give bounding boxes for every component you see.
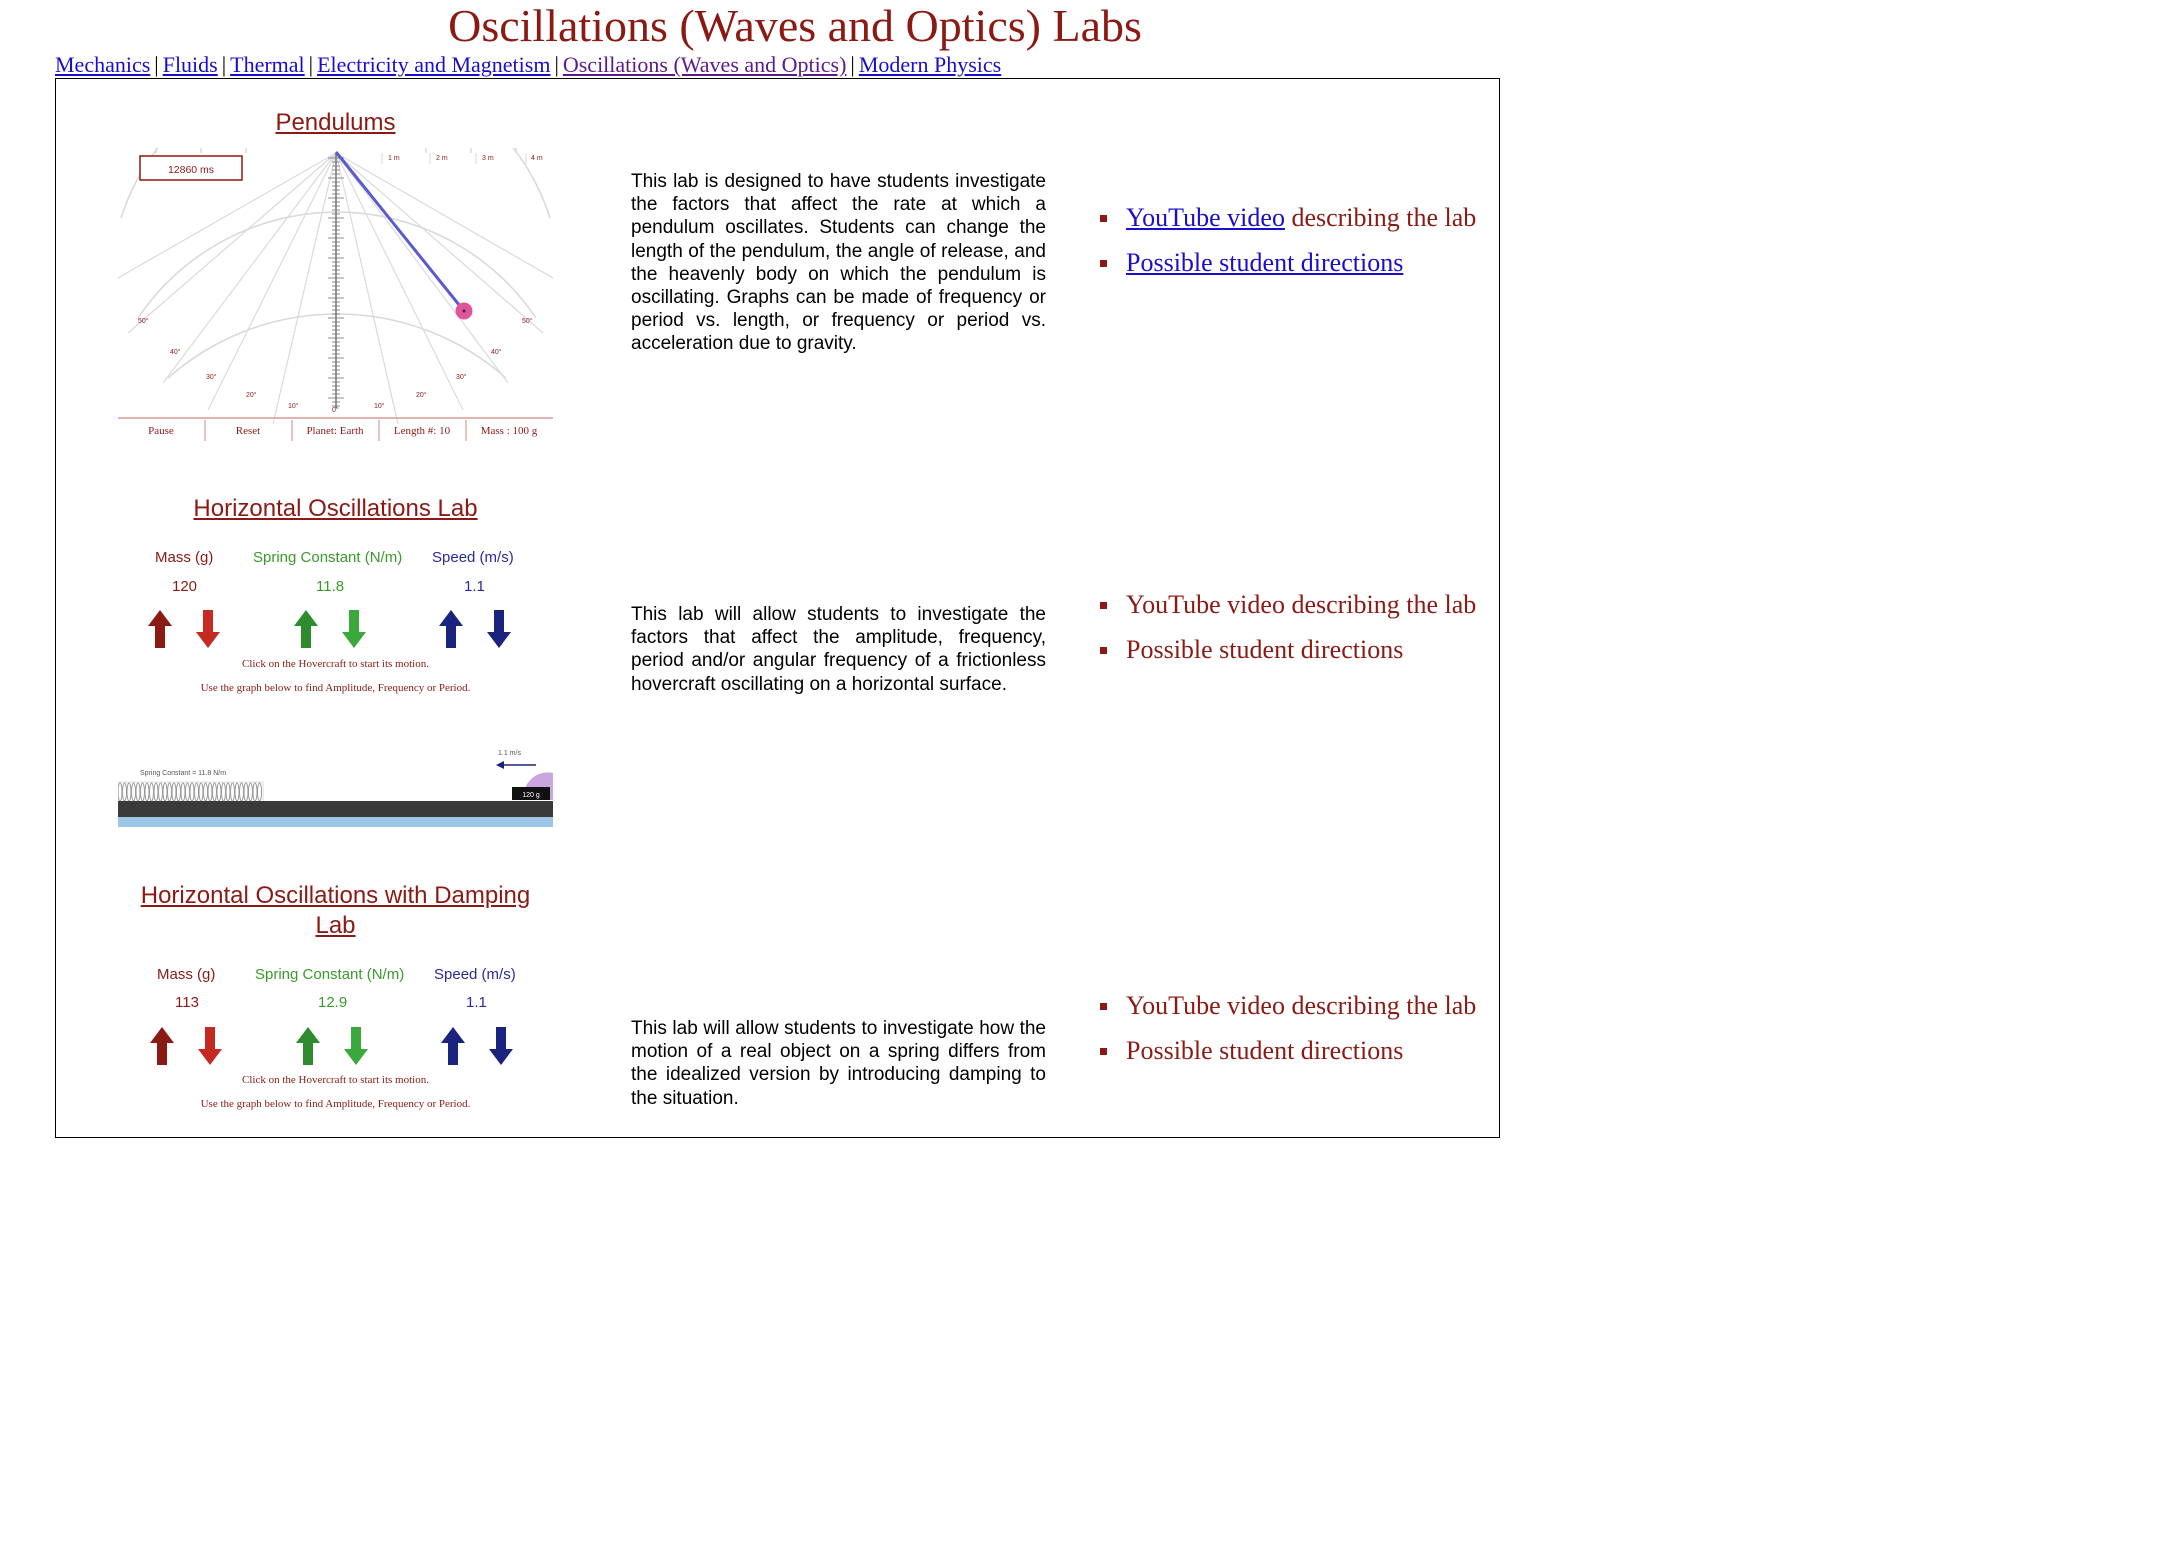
angle-label-left-50: 50° bbox=[138, 318, 149, 325]
list-item bbox=[1100, 203, 1480, 233]
angle-label-left-20: 20° bbox=[246, 392, 257, 399]
student-directions-link[interactable]: Possible student directions bbox=[1126, 248, 1404, 277]
spring-increase-button[interactable] bbox=[294, 610, 318, 648]
list-item bbox=[1100, 590, 1480, 620]
lab-description-horizontal-oscillations: This lab will allow students to investigate the factors that affect the amplitude, frequency, period and/or angular frequency of a frictionless hovercraft oscillating on a horizontal surface. bbox=[631, 604, 1046, 695]
mass-label: Mass (g) bbox=[155, 549, 214, 566]
mass-increase-button[interactable] bbox=[148, 610, 172, 648]
speed-increase-button[interactable] bbox=[441, 1027, 465, 1065]
angle-label-right-10: 10° bbox=[374, 403, 385, 410]
nav-separator: | bbox=[554, 52, 559, 77]
spring-constant-value: 12.9 bbox=[318, 994, 348, 1011]
angle-label-right-40: 40° bbox=[491, 349, 502, 356]
spring-decrease-button[interactable] bbox=[342, 610, 366, 648]
speed-label: Speed (m/s) bbox=[434, 966, 516, 983]
nav-link-electricity-magnetism[interactable]: Electricity and Magnetism bbox=[317, 52, 551, 77]
reset-button[interactable]: Reset bbox=[235, 425, 261, 437]
scale-label-3m: 3 m bbox=[482, 155, 494, 162]
speed-label: Speed (m/s) bbox=[432, 549, 514, 566]
list-item bbox=[1100, 635, 1480, 665]
nav-link-oscillations[interactable]: Oscillations (Waves and Optics) bbox=[562, 52, 847, 77]
youtube-video-link[interactable]: YouTube video bbox=[1126, 203, 1285, 232]
nav-separator: | bbox=[221, 52, 227, 77]
nav-link-thermal[interactable]: Thermal bbox=[230, 52, 305, 77]
start-motion-hint: Click on the Hovercraft to start its motion. bbox=[242, 658, 429, 670]
spring bbox=[118, 783, 262, 801]
angle-label-left-30: 30° bbox=[206, 374, 217, 381]
youtube-video-text: YouTube video describing the lab bbox=[1126, 991, 1477, 1020]
top-nav bbox=[55, 51, 1001, 79]
youtube-video-text: YouTube video describing the lab bbox=[1126, 590, 1477, 619]
mass-decrease-button[interactable] bbox=[196, 610, 220, 648]
mass-value: 113 bbox=[175, 994, 199, 1011]
nav-link-fluids[interactable]: Fluids bbox=[162, 52, 218, 77]
damping-arrow-controls bbox=[147, 1025, 527, 1067]
angle-label-left-40: 40° bbox=[170, 349, 181, 356]
list-item bbox=[1100, 1036, 1480, 1066]
mass-decrease-button[interactable] bbox=[198, 1027, 222, 1065]
spring-increase-button[interactable] bbox=[296, 1027, 320, 1065]
angle-label-left-10: 10° bbox=[288, 403, 299, 410]
spring-constant-value: 11.8 bbox=[316, 578, 345, 595]
speed-decrease-button[interactable] bbox=[489, 1027, 513, 1065]
spring-constant-label: Spring Constant (N/m) bbox=[253, 549, 403, 566]
pendulum-simulation[interactable] bbox=[118, 148, 553, 444]
lab-title-horizontal-oscillations[interactable]: Horizontal Oscillations Lab bbox=[193, 495, 478, 522]
lab-title-pendulums[interactable]: Pendulums bbox=[275, 109, 396, 136]
velocity-caption: 1.1 m/s bbox=[498, 750, 521, 757]
mass-increase-button[interactable] bbox=[150, 1027, 174, 1065]
length-selector[interactable]: Length #: 10 bbox=[393, 425, 451, 437]
speed-decrease-button[interactable] bbox=[487, 610, 511, 648]
page-title: Oscillations (Waves and Optics) Labs bbox=[448, 0, 1142, 51]
lab-description-damping: This lab will allow students to investigate how the motion of a real object on a spring differs from the idealized version by introducing damping to the situation. bbox=[631, 1018, 1046, 1109]
scale-label-2m: 2 m bbox=[436, 155, 448, 162]
nav-link-modern-physics[interactable]: Modern Physics bbox=[858, 52, 1002, 77]
hovercraft-track[interactable] bbox=[118, 742, 553, 830]
angle-label-right-30: 30° bbox=[456, 374, 467, 381]
graph-hint: Use the graph below to find Amplitude, Frequency or Period. bbox=[200, 1098, 471, 1110]
mass-value: 120 bbox=[172, 578, 198, 595]
angle-label-right-50: 50° bbox=[522, 318, 533, 325]
timer-display: 12860 ms bbox=[167, 164, 215, 176]
planet-selector[interactable]: Planet: Earth bbox=[306, 425, 364, 437]
mass-label: Mass (g) bbox=[157, 966, 216, 983]
nav-link-mechanics[interactable]: Mechanics bbox=[55, 52, 151, 77]
track-surface bbox=[118, 801, 553, 817]
scale-label-1m: 1 m bbox=[388, 155, 400, 162]
student-directions-text: Possible student directions bbox=[1126, 635, 1404, 664]
youtube-video-suffix: describing the lab bbox=[1284, 203, 1477, 232]
mass-selector[interactable]: Mass : 100 g bbox=[480, 425, 538, 437]
speed-value: 1.1 bbox=[466, 994, 487, 1011]
track-base bbox=[118, 817, 553, 827]
spring-constant-label: Spring Constant (N/m) bbox=[255, 966, 405, 983]
start-motion-hint: Click on the Hovercraft to start its motion. bbox=[242, 1074, 429, 1086]
speed-increase-button[interactable] bbox=[439, 610, 463, 648]
horizontal-arrow-controls bbox=[145, 608, 525, 650]
lab-links-pendulums bbox=[1100, 203, 1480, 293]
angle-label-right-20: 20° bbox=[416, 392, 427, 399]
lab-title-damping[interactable]: Horizontal Oscillations with Damping Lab bbox=[140, 882, 531, 939]
spring-constant-caption: Spring Constant = 11.8 N/m bbox=[140, 770, 227, 777]
angle-label-center: 0° bbox=[332, 407, 339, 414]
graph-hint: Use the graph below to find Amplitude, Frequency or Period. bbox=[200, 682, 471, 694]
mass-tag: 120 g bbox=[522, 792, 540, 799]
list-item bbox=[1100, 248, 1480, 278]
velocity-arrow-icon bbox=[496, 761, 504, 769]
scale-label-4m: 4 m bbox=[531, 155, 543, 162]
lab-links-damping bbox=[1100, 991, 1480, 1081]
lab-description-pendulums: This lab is designed to have students investigate the factors that affect the rate at which a pendulum oscillates. Students can change the length of the pendulum, the angle of release, and the heavenly body on which the pendulum is oscillating. Graphs can be made of frequency or period vs. length, or frequency or period vs. acceleration due to gravity. bbox=[631, 171, 1046, 355]
nav-separator: | bbox=[308, 52, 314, 77]
lab-links-horizontal-oscillations bbox=[1100, 590, 1480, 680]
list-item bbox=[1100, 991, 1480, 1021]
nav-separator: | bbox=[850, 52, 855, 77]
spring-decrease-button[interactable] bbox=[344, 1027, 368, 1065]
speed-value: 1.1 bbox=[464, 578, 485, 595]
pendulum-string bbox=[336, 152, 464, 311]
student-directions-text: Possible student directions bbox=[1126, 1036, 1404, 1065]
nav-separator: | bbox=[154, 52, 159, 77]
pause-button[interactable]: Pause bbox=[148, 425, 174, 437]
